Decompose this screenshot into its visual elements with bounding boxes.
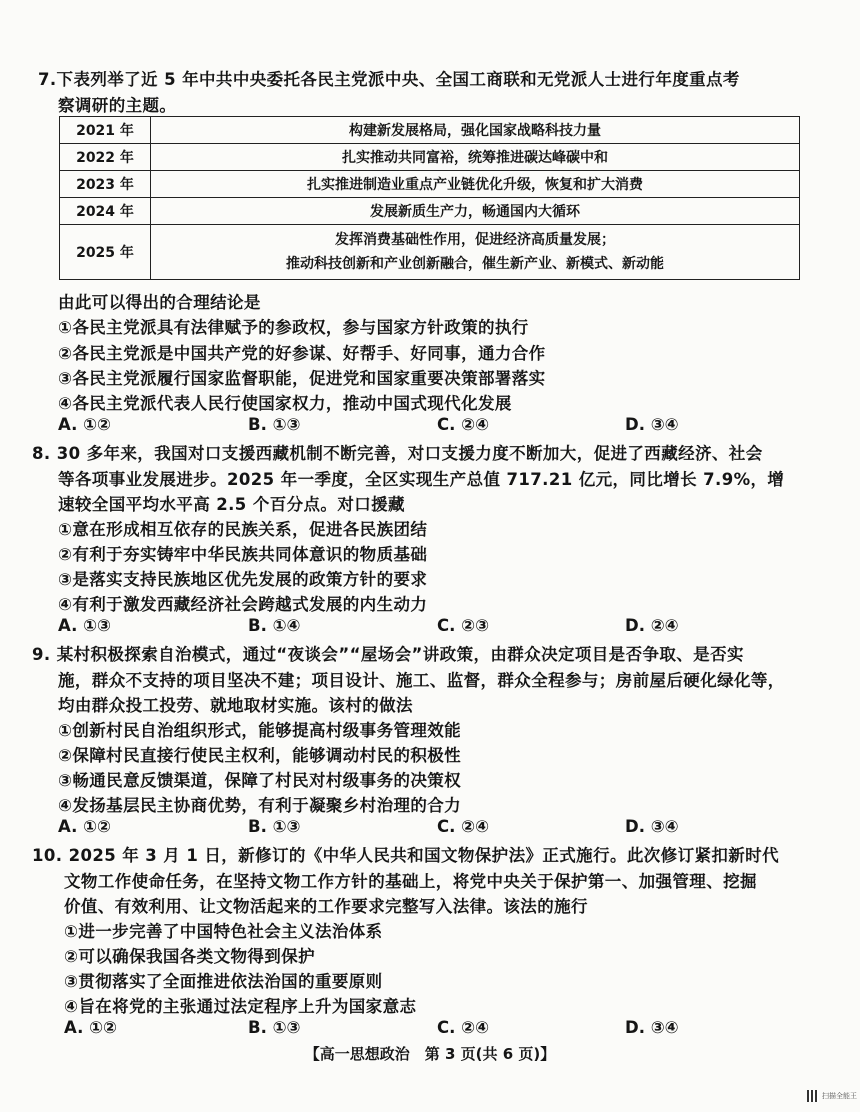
q9-stem-line-3: 均由群众投工投劳、就地取材实施。该村的做法 (58, 696, 413, 715)
q8-option-c[interactable]: C. ②③ (437, 616, 490, 635)
q9-option-d[interactable]: D. ③④ (625, 817, 679, 836)
q7-stem-line-1: 7.下表列举了近 5 年中共中央委托各民主党派中央、全国工商联和无党派人士进行年度重点考 (38, 70, 740, 89)
q7-item-1: ①各民主党派具有法律赋予的参政权，参与国家方针政策的执行 (58, 318, 529, 337)
q7-stem-line-2: 察调研的主题。 (58, 96, 177, 115)
table-row (60, 144, 800, 171)
q10-option-d[interactable]: D. ③④ (625, 1018, 679, 1037)
q8-stem-line-3: 速较全国平均水平高 2.5 个百分点。对口援藏 (58, 495, 405, 514)
q10-stem-line-1: 10. 2025 年 3 月 1 日，新修订的《中华人民共和国文物保护法》正式施行。此次修订紧扣新时代 (32, 846, 779, 865)
table-topic-cell (151, 225, 800, 280)
q8-item-3: ③是落实支持民族地区优先发展的政策方针的要求 (58, 570, 428, 589)
page-footer: 【高一思想政治 第 3 页(共 6 页)】 (304, 1045, 556, 1063)
q9-item-1: ①创新村民自治组织形式，能够提高村级事务管理效能 (58, 721, 462, 740)
table-row (60, 117, 800, 144)
q7-lead: 由此可以得出的合理结论是 (58, 293, 261, 312)
q8-item-1: ①意在形成相互依存的民族关系，促进各民族团结 (58, 520, 428, 539)
q8-stem-line-1: 8. 30 多年来，我国对口支援西藏机制不断完善，对口支援力度不断加大，促进了西藏经济、社会 (32, 444, 763, 463)
table-row (60, 171, 800, 198)
q7-item-2: ②各民主党派是中国共产党的好参谋、好帮手、好同事，通力合作 (58, 344, 546, 363)
q10-item-1: ①进一步完善了中国特色社会主义法治体系 (64, 922, 383, 941)
q10-item-4: ④旨在将党的主张通过法定程序上升为国家意志 (64, 997, 417, 1016)
q8-option-b[interactable]: B. ①④ (248, 616, 301, 635)
scanner-watermark: 扫描全能王 (822, 1092, 857, 1100)
table-topic-cell: 扎实推动共同富裕，统筹推进碳达峰碳中和 (151, 144, 800, 171)
q9-option-b[interactable]: B. ①③ (248, 817, 301, 836)
table-year-cell: 2022 年 (60, 144, 151, 171)
q9-option-a[interactable]: A. ①② (58, 817, 112, 836)
table-topic-cell: 扎实推进制造业重点产业链优化升级，恢复和扩大消费 (151, 171, 800, 198)
table-year-cell: 2025 年 (60, 225, 151, 280)
table-row (60, 198, 800, 225)
q7-option-d[interactable]: D. ③④ (625, 415, 679, 434)
table-row (60, 225, 800, 280)
table-topic-cell: 发展新质生产力，畅通国内大循环 (151, 198, 800, 225)
table-year-cell: 2023 年 (60, 171, 151, 198)
q9-item-4: ④发扬基层民主协商优势，有利于凝聚乡村治理的合力 (58, 796, 462, 815)
q10-item-3: ③贯彻落实了全面推进依法治国的重要原则 (64, 972, 383, 991)
q9-stem-line-1: 9. 某村积极探索自治模式，通过“夜谈会”“屋场会”讲政策，由群众决定项目是否争取、是否实 (32, 645, 744, 664)
q8-option-a[interactable]: A. ①③ (58, 616, 112, 635)
q10-stem-line-3: 价值、有效利用、让文物活起来的工作要求完整写入法律。该法的施行 (64, 897, 588, 916)
q7-item-3: ③各民主党派履行国家监督职能，促进党和国家重要决策部署落实 (58, 369, 546, 388)
q10-option-c[interactable]: C. ②④ (437, 1018, 490, 1037)
table-year-cell: 2021 年 (60, 117, 151, 144)
q7-topics-table (59, 116, 800, 280)
q9-option-c[interactable]: C. ②④ (437, 817, 490, 836)
q8-option-d[interactable]: D. ②④ (625, 616, 679, 635)
q8-stem-line-2: 等各项事业发展进步。2025 年一季度，全区实现生产总值 717.21 亿元，同比增长 7.9%，增 (58, 470, 785, 489)
table-year-cell: 2024 年 (60, 198, 151, 225)
q7-item-4: ④各民主党派代表人民行使国家权力，推动中国式现代化发展 (58, 394, 512, 413)
q7-option-c[interactable]: C. ②④ (437, 415, 490, 434)
q9-item-3: ③畅通民意反馈渠道，保障了村民对村级事务的决策权 (58, 771, 462, 790)
table-topic-line: 发挥消费基础性作用，促进经济高质量发展； (335, 232, 615, 248)
q10-option-b[interactable]: B. ①③ (248, 1018, 301, 1037)
q10-stem-line-2: 文物工作使命任务，在坚持文物工作方针的基础上，将党中央关于保护第一、加强管理、挖掘 (64, 872, 757, 891)
q10-option-a[interactable]: A. ①② (64, 1018, 118, 1037)
q9-stem-line-2: 施，群众不支持的项目坚决不建；项目设计、施工、监督，群众全程参与；房前屋后硬化绿化等， (58, 671, 785, 690)
q8-item-4: ④有利于激发西藏经济社会跨越式发展的内生动力 (58, 595, 428, 614)
qr-code-icon (807, 1090, 819, 1102)
q7-option-b[interactable]: B. ①③ (248, 415, 301, 434)
table-topic-cell: 构建新发展格局，强化国家战略科技力量 (151, 117, 800, 144)
q10-item-2: ②可以确保我国各类文物得到保护 (64, 947, 315, 966)
q8-item-2: ②有利于夯实铸牢中华民族共同体意识的物质基础 (58, 545, 428, 564)
table-topic-line: 推动科技创新和产业创新融合，催生新产业、新模式、新动能 (286, 256, 664, 272)
q9-item-2: ②保障村民直接行使民主权利，能够调动村民的积极性 (58, 746, 462, 765)
q7-option-a[interactable]: A. ①② (58, 415, 112, 434)
